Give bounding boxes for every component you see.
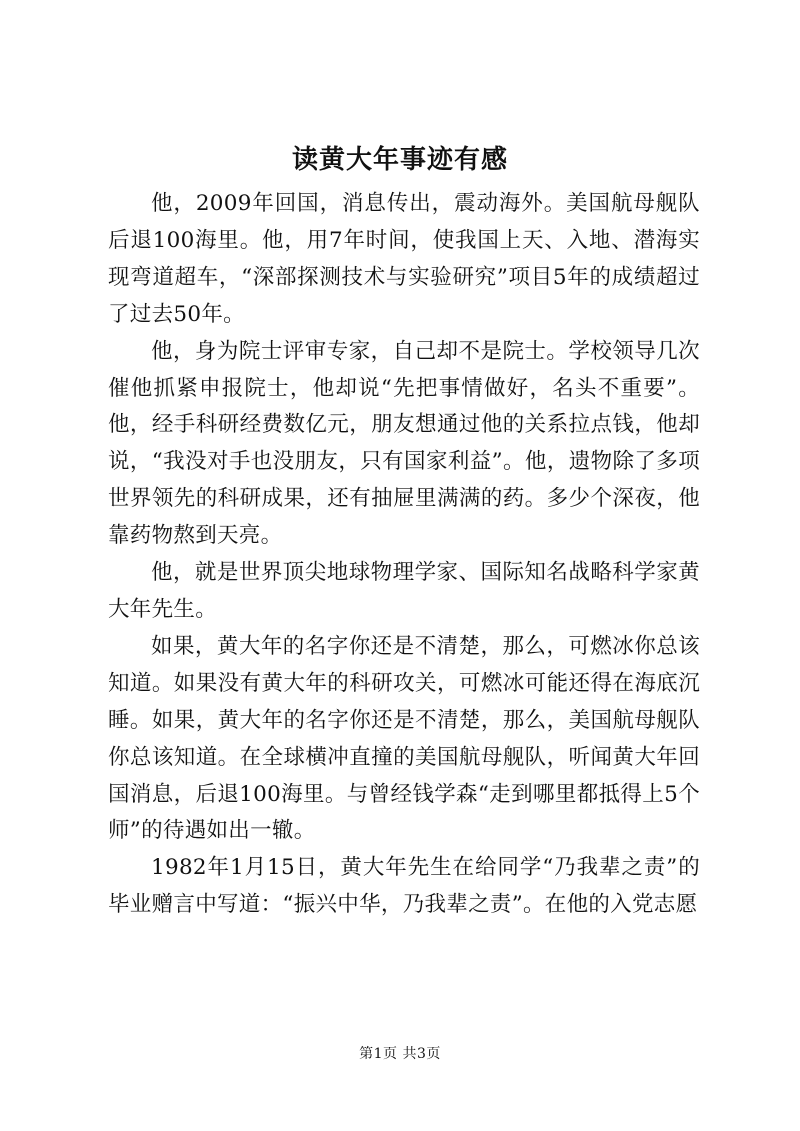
paragraph: 他，2009年回国，消息传出，震动海外。美国航母舰队后退100海里。他，用7年时间，使我国上天、入地、潜海实现弯道超车，“深部探测技术与实验研究”项目5年的成绩超过了过去50年。 (108, 191, 700, 327)
page-footer: 第1页 共3页 (359, 1046, 441, 1062)
document-title: 读黄大年事迹有感 (291, 145, 508, 175)
paragraph: 如果，黄大年的名字你还是不清楚，那么，可燃冰你总该知道。如果没有黄大年的科研攻关，可燃冰可能还得在海底沉睡。如果，黄大年的名字你还是不清楚，那么，美国航母舰队你总该知道。在全球横冲直撞的美国航母舰队，听闻黄大年回国消息，后退100海里。与曾经钱学森“走到哪里都抵得上5个师”的待遇如出一辙。 (108, 633, 700, 844)
paragraph: 1982年1月15日，黄大年先生在给同学“乃我辈之责”的毕业赠言中写道：“振兴中华，乃我辈之责”。在他的入党志愿 (108, 855, 700, 918)
document-body (108, 186, 700, 924)
paragraph: 他，就是世界顶尖地球物理学家、国际知名战略科学家黄大年先生。 (108, 560, 700, 622)
paragraph: 他，身为院士评审专家，自己却不是院士。学校领导几次催他抓紧申报院士，他却说“先把事情做好，名头不重要”。他，经手科研经费数亿元，朋友想通过他的关系拉点钱，他却说，“我没对手也没朋友，只有国家利益”。他，遗物除了多项世界领先的科研成果，还有抽屉里满满的药。多少个深夜，他靠药物熬到天亮。 (108, 338, 700, 549)
